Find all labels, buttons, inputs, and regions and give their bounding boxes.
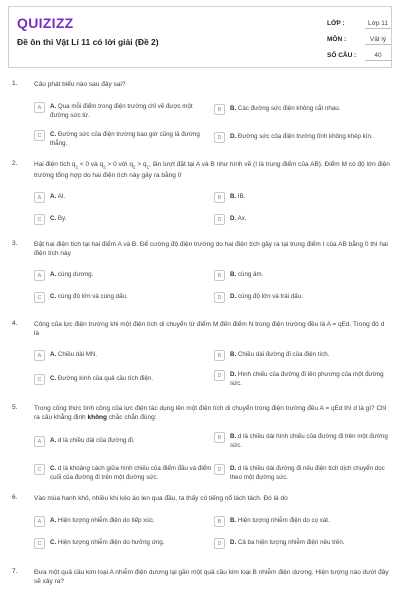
option-a[interactable]	[34, 516, 216, 532]
document-meta	[327, 17, 391, 65]
option-a[interactable]	[34, 350, 216, 366]
meta-value: 40	[365, 49, 391, 61]
question-text: Trong công thức tính công của lực điện tác dụng lên một điện tích di chuyển trong điện trường đều A = qEd thì d là gì? Chỉ ra câu khẳng định không chắc chắn đúng:	[34, 405, 387, 421]
option-text: D. Cả ba hiện tượng nhiễm điện nêu trên.	[230, 539, 345, 546]
option-box[interactable]: B	[214, 350, 225, 361]
option-b[interactable]	[214, 192, 396, 208]
option-b[interactable]	[214, 104, 396, 120]
meta-value: Vật lý	[365, 33, 391, 45]
option-box[interactable]: C	[34, 130, 45, 141]
option-text: B. Các đường sức điện không cắt nhau.	[230, 105, 341, 112]
option-b[interactable]	[214, 432, 396, 454]
option-a[interactable]	[34, 270, 216, 286]
option-box[interactable]: D	[214, 292, 225, 303]
question-number: 4.	[12, 320, 18, 327]
option-c[interactable]	[34, 464, 216, 486]
option-text: C. Đường sức của điện trường bao giờ cũng là đường thẳng.	[50, 131, 200, 147]
option-box[interactable]: C	[34, 464, 45, 475]
option-box[interactable]: B	[214, 270, 225, 281]
option-c[interactable]	[34, 374, 216, 390]
option-box[interactable]: C	[34, 292, 45, 303]
option-text: B. Chiều dài đường đi của điện tích.	[230, 351, 330, 358]
option-d[interactable]	[214, 370, 396, 392]
meta-key: LỚP :	[327, 20, 345, 27]
question-number: 5.	[12, 404, 18, 411]
option-d[interactable]	[214, 214, 396, 230]
option-text: A. cùng dương.	[50, 271, 94, 278]
option-c[interactable]	[34, 538, 216, 554]
option-box[interactable]: A	[34, 516, 45, 527]
quizizz-logo[interactable]: QUIZIZZ	[17, 15, 74, 31]
option-text: C. By.	[50, 215, 67, 222]
option-text: D. Đường sức của điện trường tĩnh không khép kín.	[230, 133, 373, 140]
option-box[interactable]: C	[34, 214, 45, 225]
question-text: Câu phát biểu nào sau đây sai?	[34, 81, 126, 88]
option-box[interactable]: C	[34, 538, 45, 549]
option-b[interactable]	[214, 516, 396, 532]
option-box[interactable]: D	[214, 464, 225, 475]
option-a[interactable]	[34, 192, 216, 208]
option-text: C. cùng độ lớn và cùng dấu.	[50, 293, 128, 300]
meta-key: MÔN :	[327, 36, 347, 43]
option-box[interactable]: A	[34, 350, 45, 361]
option-text: A. d là chiều dài của đường đi.	[50, 437, 135, 444]
option-box[interactable]: A	[34, 436, 45, 447]
option-b[interactable]	[214, 270, 396, 286]
option-box[interactable]: A	[34, 270, 45, 281]
option-text: B. cùng âm.	[230, 271, 264, 278]
meta-key: SỐ CÂU :	[327, 52, 357, 59]
option-text: D. d là chiều dài đường đi nếu điện tích dịch chuyển dọc theo một đường sức.	[230, 465, 385, 481]
option-box[interactable]: B	[214, 432, 225, 443]
option-c[interactable]	[34, 130, 216, 152]
option-text: A. Chiều dài MN.	[50, 351, 98, 358]
option-box[interactable]: D	[214, 132, 225, 143]
document-title: Đề ôn thi Vật Lí 11 có lời giải (Đề 2)	[17, 37, 159, 47]
document-header	[8, 6, 392, 68]
question-number: 3.	[12, 240, 18, 247]
question-number: 2.	[12, 160, 18, 167]
option-box[interactable]: B	[214, 516, 225, 527]
option-d[interactable]	[214, 292, 396, 308]
option-text: B. d là chiều dài hình chiếu của đường đi trên một đường sức.	[230, 433, 388, 449]
option-text: B. Hiện tượng nhiễm điện do cọ xát.	[230, 517, 330, 524]
question-number: 1.	[12, 80, 18, 87]
option-text: A. Qua mỗi điểm trong điện trường chỉ vẽ được một đường sức từ.	[50, 103, 193, 119]
question-text: Hai điện tích $q_1 < 0$ và $q_2 > 0$ với $q_2 > q_1$, lần lượt đặt tại A và B như hình vẽ (I là trung điểm của AB). Điểm M có độ lớn điện trường tổng hợp do hai điện tích này gây ra bằng 0	[34, 161, 390, 180]
option-c[interactable]	[34, 292, 216, 308]
question-number: 6.	[12, 494, 18, 501]
question-text: Công của lực điện trường khi một điện tích di chuyển từ điểm M đến điểm N trong điện trường đều là A = qEd. Trong đó d là	[34, 321, 385, 337]
option-text: C. Đường kính của quả cầu tích điện.	[50, 375, 154, 382]
meta-value: Lớp 11	[365, 17, 391, 29]
question-text: Đặt hai điện tích tại hai điểm A và B. Để cường độ điện trường do hai điện tích gây ra tại trung điểm I của AB bằng 0 thì hai điện tích này	[34, 241, 388, 257]
option-a[interactable]	[34, 436, 216, 452]
option-d[interactable]	[214, 538, 396, 554]
meta-row-count	[327, 49, 391, 65]
option-text: A. AI.	[50, 193, 66, 200]
option-text: C. d là khoảng cách giữa hình chiếu của điểm đầu và điểm cuối của đường đi trên một đường sức.	[50, 465, 212, 481]
question-text: Vào mùa hanh khô, nhiều khi kéo áo len qua đầu, ta thấy có tiếng nổ lách tách. Đó là do	[34, 495, 288, 502]
option-d[interactable]	[214, 464, 396, 486]
option-c[interactable]	[34, 214, 216, 230]
option-d[interactable]	[214, 132, 396, 148]
option-text: A. Hiện tượng nhiễm điện do tiếp xúc.	[50, 517, 155, 524]
meta-row-subject	[327, 33, 391, 49]
option-box[interactable]: D	[214, 214, 225, 225]
option-box[interactable]: A	[34, 192, 45, 203]
option-text: B. IB.	[230, 193, 246, 200]
option-box[interactable]: D	[214, 538, 225, 549]
question-text: Đưa một quả cầu kim loại A nhiễm điện dương lại gần một quả cầu kim loại B nhiễm điện dương. Hiện tượng nào dưới đây sẽ xảy ra?	[34, 569, 389, 585]
option-b[interactable]	[214, 350, 396, 366]
question-number: 7.	[12, 568, 18, 575]
option-text: C. Hiện tượng nhiễm điện do hưởng ứng.	[50, 539, 165, 546]
option-text: D. cùng độ lớn và trái dấu.	[230, 293, 303, 300]
option-box[interactable]: B	[214, 104, 225, 115]
option-text: D. Ax.	[230, 215, 247, 222]
option-text: D. Hình chiếu của đường đi lên phương của một đường sức.	[230, 371, 384, 387]
option-box[interactable]: C	[34, 374, 45, 385]
option-box[interactable]: B	[214, 192, 225, 203]
option-box[interactable]: D	[214, 370, 225, 381]
option-a[interactable]	[34, 102, 216, 124]
option-box[interactable]: A	[34, 102, 45, 113]
meta-row-class	[327, 17, 391, 33]
